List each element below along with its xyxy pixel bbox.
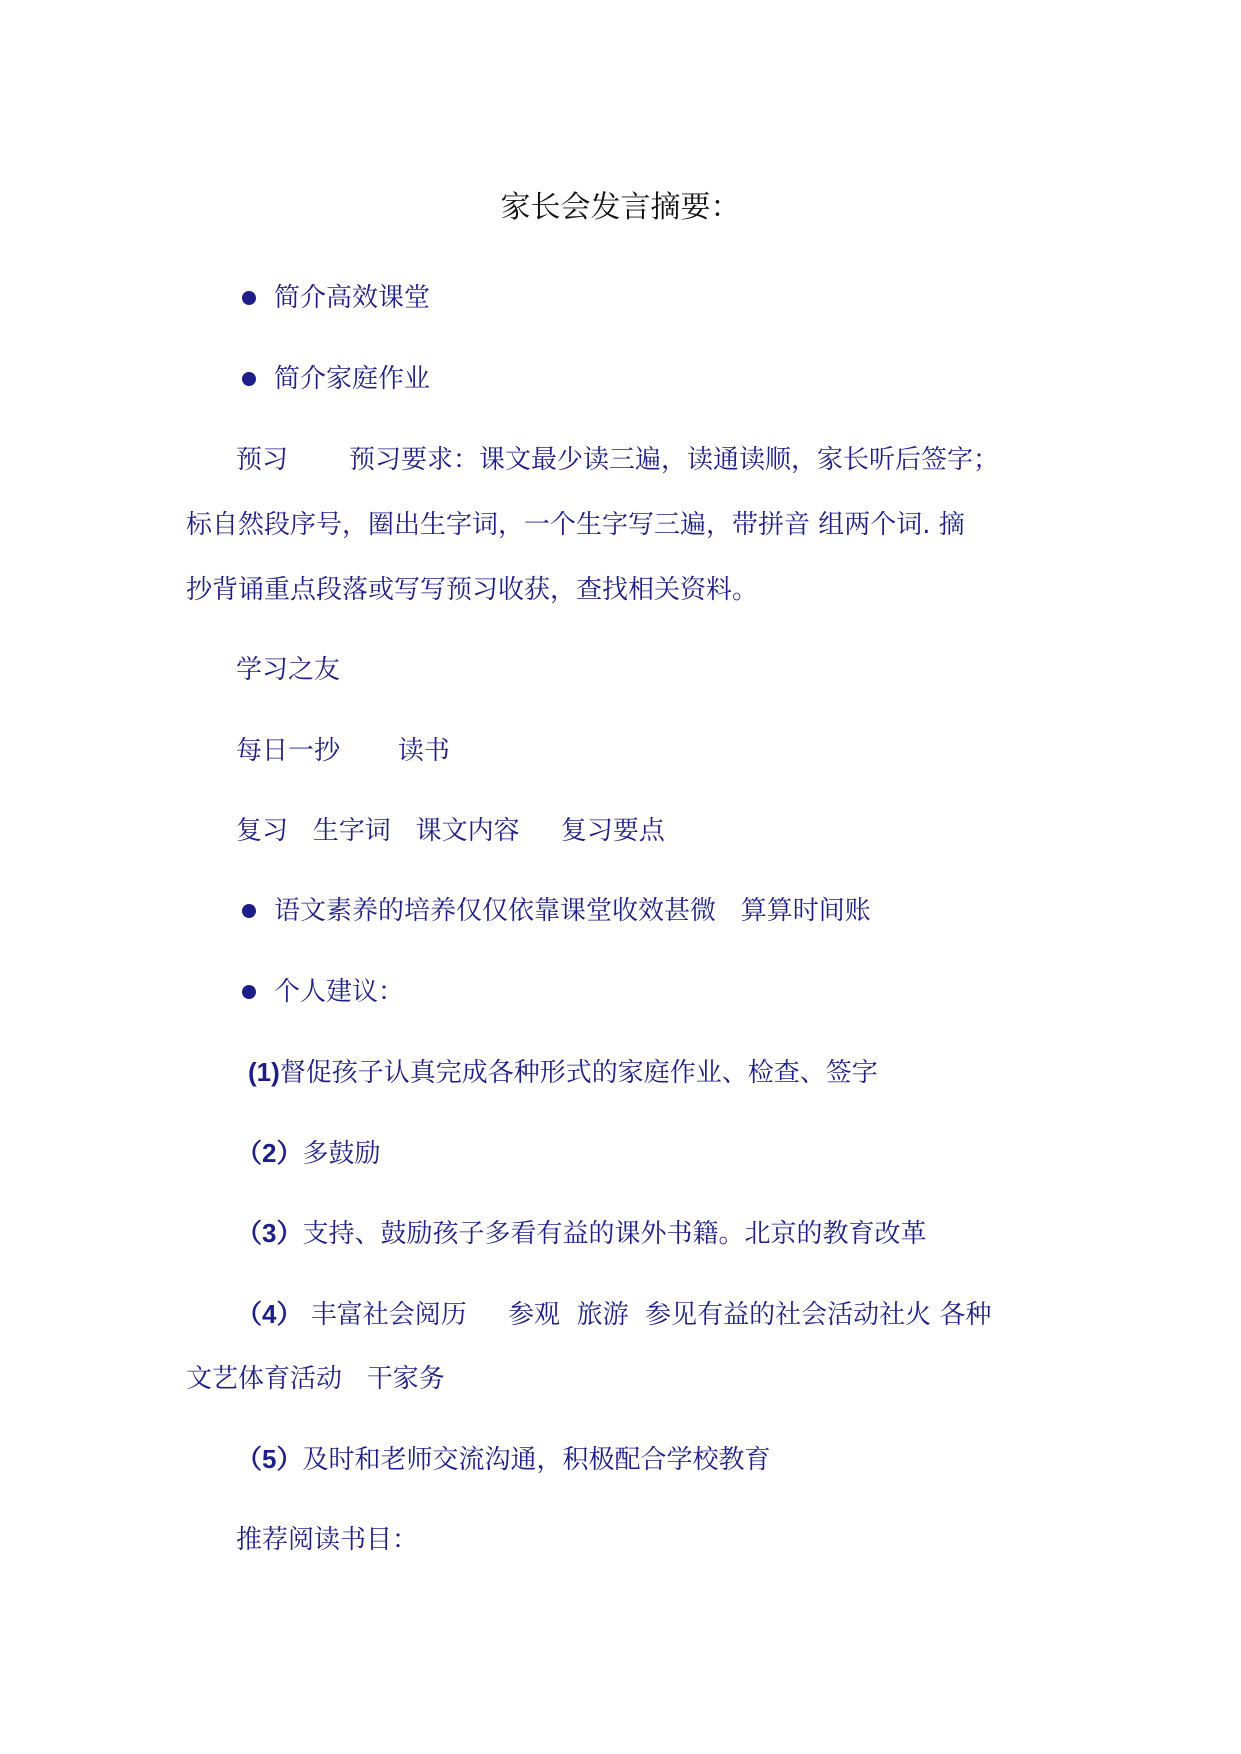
suggestion-2 xyxy=(236,1133,380,1174)
daily-copy: 每日一抄 读书 xyxy=(236,736,450,766)
suggestion-1-number: (1) xyxy=(248,1057,280,1087)
review-line: 复习 生字词 课文内容 复习要点 xyxy=(236,816,665,846)
bullet-item-4: 个人建议： xyxy=(274,977,405,1007)
preview-label: 预习 xyxy=(236,445,289,475)
suggestion-4-continued: 文艺体育活动 干家务 xyxy=(186,1364,445,1394)
bullet-item-1: 简介高效课堂 xyxy=(274,283,431,313)
suggestion-3-text: 支持、鼓励孩子多看有益的课外书籍。北京的教育改革 xyxy=(302,1219,927,1249)
study-friend: 学习之友 xyxy=(236,655,341,685)
suggestion-5-number: （5） xyxy=(236,1444,303,1474)
page-title: 家长会发言摘要： xyxy=(500,190,741,225)
suggestion-2-number: （2） xyxy=(236,1138,303,1168)
suggestion-3-number: （3） xyxy=(236,1218,303,1248)
suggestion-5-text: 及时和老师交流沟通，积极配合学校教育 xyxy=(302,1445,771,1475)
suggestion-4 xyxy=(236,1294,991,1335)
suggestion-5 xyxy=(236,1439,770,1480)
preview-line-3: 抄背诵重点段落或写写预习收获，查找相关资料。 xyxy=(186,575,759,605)
preview-line-2: 标自然段序号，圈出生字词，一个生字写三遍，带拼音 组两个词. 摘 xyxy=(186,510,965,540)
bullet-dot-icon xyxy=(242,372,256,386)
suggestion-4-number: （4） xyxy=(236,1299,303,1329)
bullet-dot-icon xyxy=(242,904,256,918)
suggestion-3 xyxy=(236,1213,926,1254)
bullet-item-2: 简介家庭作业 xyxy=(274,364,431,394)
suggestion-2-text: 多鼓励 xyxy=(302,1139,381,1169)
bullet-item-3: 语文素养的培养仅仅依靠课堂收效甚微 算算时间账 xyxy=(274,896,871,926)
bullet-dot-icon xyxy=(242,291,256,305)
reading-list-heading: 推荐阅读书目： xyxy=(236,1525,419,1555)
preview-line-1: 预习要求：课文最少读三遍，读通读顺，家长听后签字； xyxy=(349,445,1000,475)
bullet-dot-icon xyxy=(242,985,256,999)
suggestion-1-text: 督促孩子认真完成各种形式的家庭作业、检查、签字 xyxy=(279,1058,878,1088)
suggestion-1 xyxy=(248,1052,878,1093)
suggestion-4-text: 丰富社会阅历 参观 旅游 参见有益的社会活动社火 各种 xyxy=(302,1300,992,1330)
